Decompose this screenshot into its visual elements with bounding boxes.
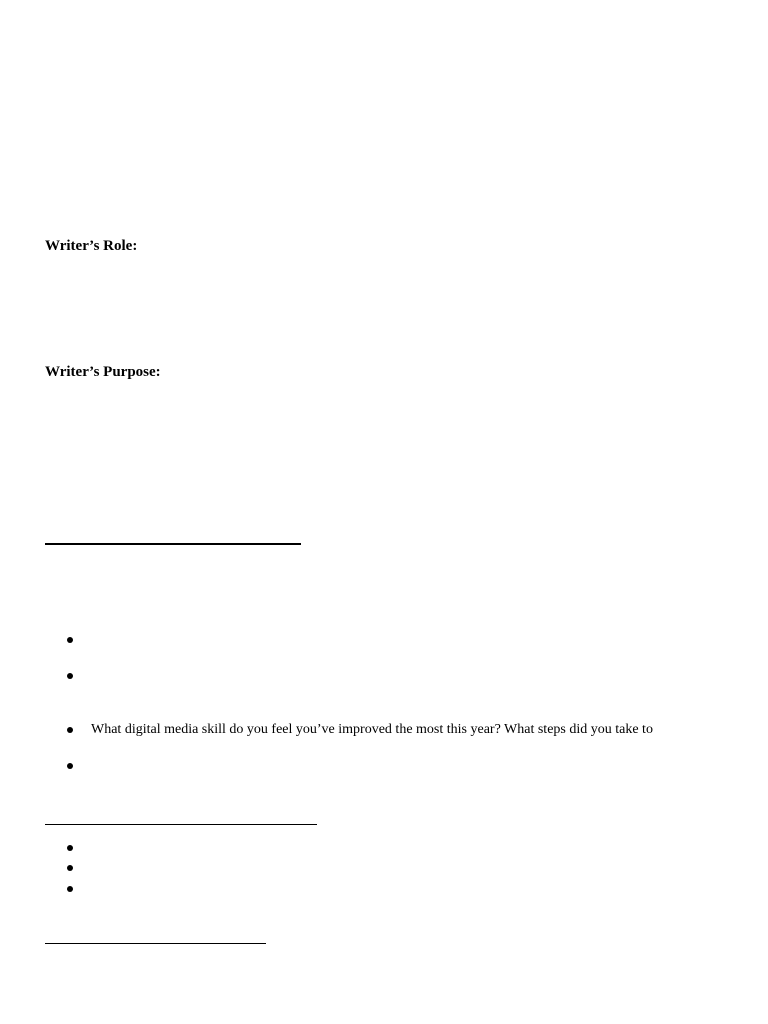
bullet-icon xyxy=(67,845,73,851)
bullet-icon xyxy=(67,763,73,769)
writers-role-heading: Writer’s Role: xyxy=(45,238,138,254)
section-underline-1 xyxy=(45,543,301,545)
section-underline-3 xyxy=(45,943,266,944)
bullet-icon xyxy=(67,865,73,871)
bullet-icon xyxy=(67,727,73,733)
writers-purpose-heading: Writer’s Purpose: xyxy=(45,364,161,380)
bullet-icon xyxy=(67,673,73,679)
list-item: What digital media skill do you feel you’ve improved the most this year? What steps did you take to xyxy=(91,722,653,737)
bullet-icon xyxy=(67,886,73,892)
section-underline-2 xyxy=(45,824,317,825)
bullet-icon xyxy=(67,637,73,643)
